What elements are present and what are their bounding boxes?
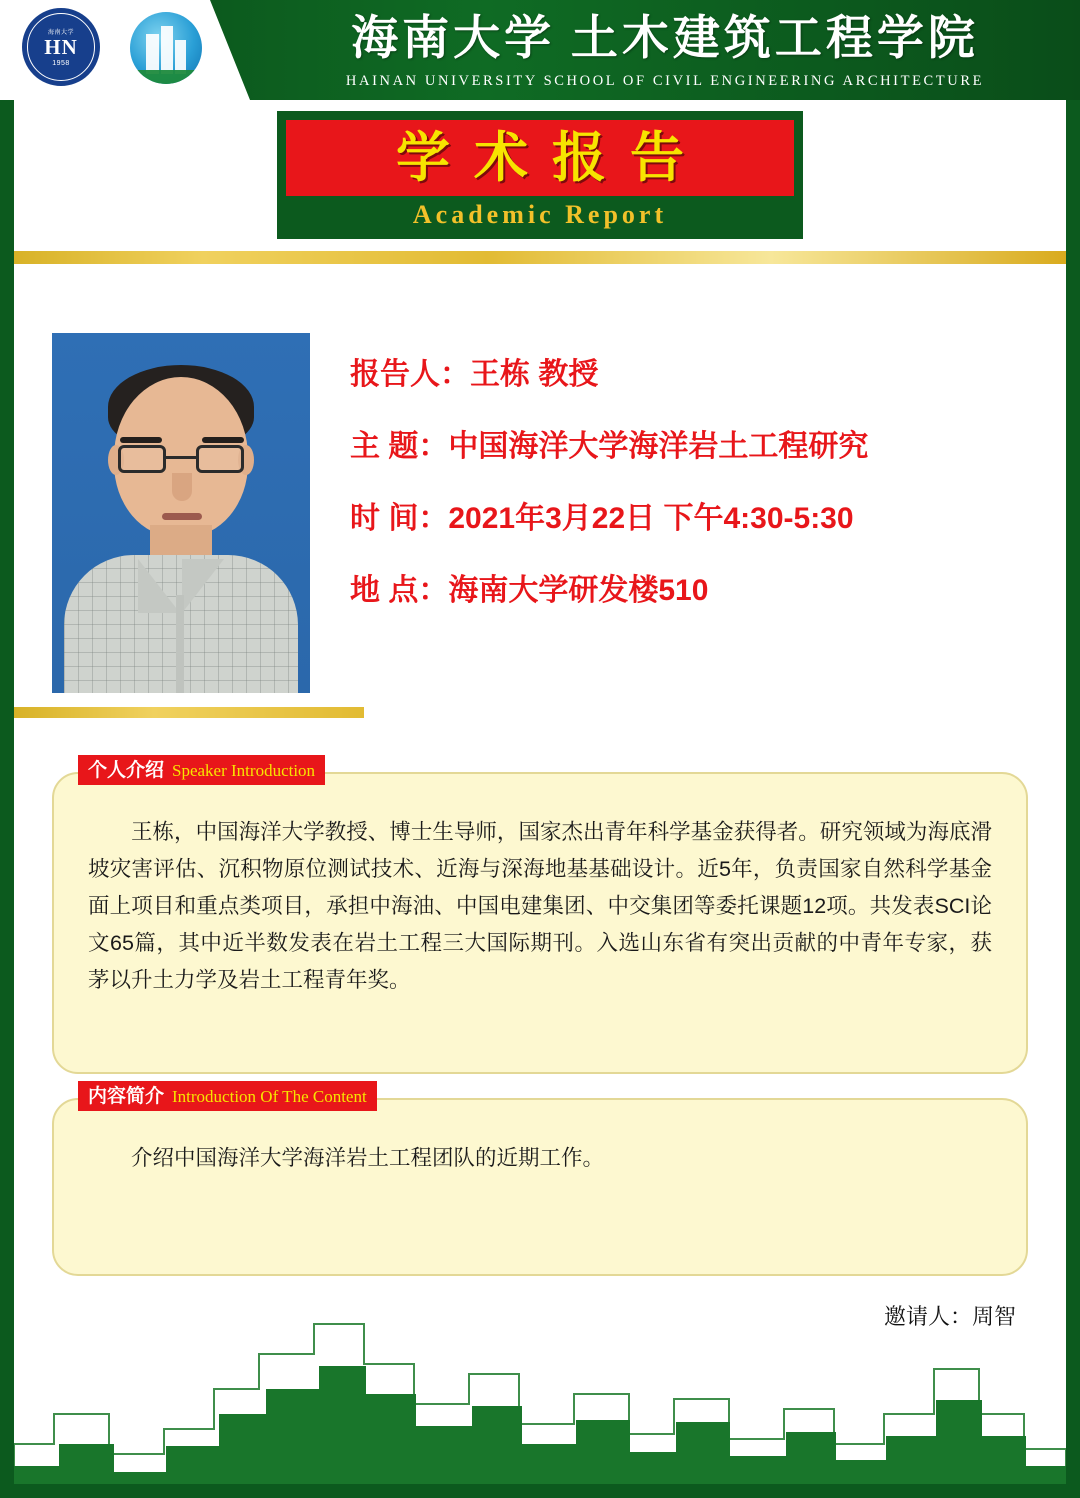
hainan-university-logo-icon: [22, 8, 100, 86]
content-introduction-tag-english: Introduction Of The Content: [172, 1086, 367, 1106]
speaker-introduction-text: 王栋，中国海洋大学教授、博士生导师，国家杰出青年科学基金获得者。研究领域为海底滑坡灾害评估、沉积物原位测试技术、近海与深海地基基础设计。近5年，负责国家自然科学基金面上项目和重点类项目，承担中海油、中国电建集团、中交集团等委托课题12项。共发表SCI论文65篇，其中近半数发表在岩土工程三大国际期刊。入选山东省有突出贡献的中青年专家，获茅以升土力学及岩土工程青年奖。: [88, 820, 992, 992]
header-title-chinese: 海南大学 土木建筑工程学院: [351, 13, 979, 65]
topic-label: 主 题：: [350, 430, 449, 463]
time-label: 时 间：: [350, 502, 449, 535]
civil-engineering-school-logo-icon: [130, 12, 202, 84]
banner-title-chinese: 学术报告: [396, 128, 708, 188]
city-skyline-decoration: [14, 1294, 1066, 1484]
academic-report-banner: [278, 112, 802, 238]
content-introduction-text: 介绍中国海洋大学海洋岩土工程团队的近期工作。: [131, 1146, 605, 1170]
time-value: 2021年3月22日 下午4:30-5:30: [448, 502, 854, 535]
skyline-svg: [14, 1294, 1066, 1484]
info-row-speaker: [350, 360, 1050, 390]
banner-title-english: Academic Report: [412, 200, 668, 229]
gold-divider-bottom: [14, 707, 364, 718]
speaker-introduction-tag-chinese: 个人介绍: [88, 759, 165, 781]
place-label: 地 点：: [350, 574, 449, 607]
topic-value: 中国海洋大学海洋岩土工程研究: [448, 430, 869, 463]
speaker-introduction-tag: [78, 755, 325, 785]
speaker-introduction-tag-english: Speaker Introduction: [172, 760, 316, 780]
content-introduction-tag-chinese: 内容简介: [88, 1085, 165, 1107]
content-introduction-panel: [52, 1085, 1028, 1276]
logo-hn-letters: HN: [44, 35, 78, 59]
speaker-value: 王栋 教授: [470, 358, 599, 391]
logo-hn-year: 1958: [52, 60, 70, 67]
event-info-block: [350, 360, 1050, 648]
speaker-label: 报告人：: [350, 358, 470, 391]
info-row-time: [350, 504, 1050, 534]
info-row-place: [350, 576, 1050, 606]
inviter-label: 邀请人：周智: [883, 1304, 1016, 1329]
gold-divider-top: [14, 251, 1066, 264]
speaker-portrait-photo: [52, 333, 310, 693]
page-header: [0, 0, 1080, 100]
place-value: 海南大学研发楼510: [448, 574, 709, 607]
info-row-topic: [350, 432, 1050, 462]
header-title-english: HAINAN UNIVERSITY SCHOOL OF CIVIL ENGINEERING ARCHITECTURE: [345, 73, 985, 89]
speaker-introduction-panel: [52, 759, 1028, 1074]
logo-hn-chinese: 海南大学: [47, 30, 74, 36]
banner-red-block: [286, 120, 794, 196]
content-introduction-tag: [78, 1081, 377, 1111]
